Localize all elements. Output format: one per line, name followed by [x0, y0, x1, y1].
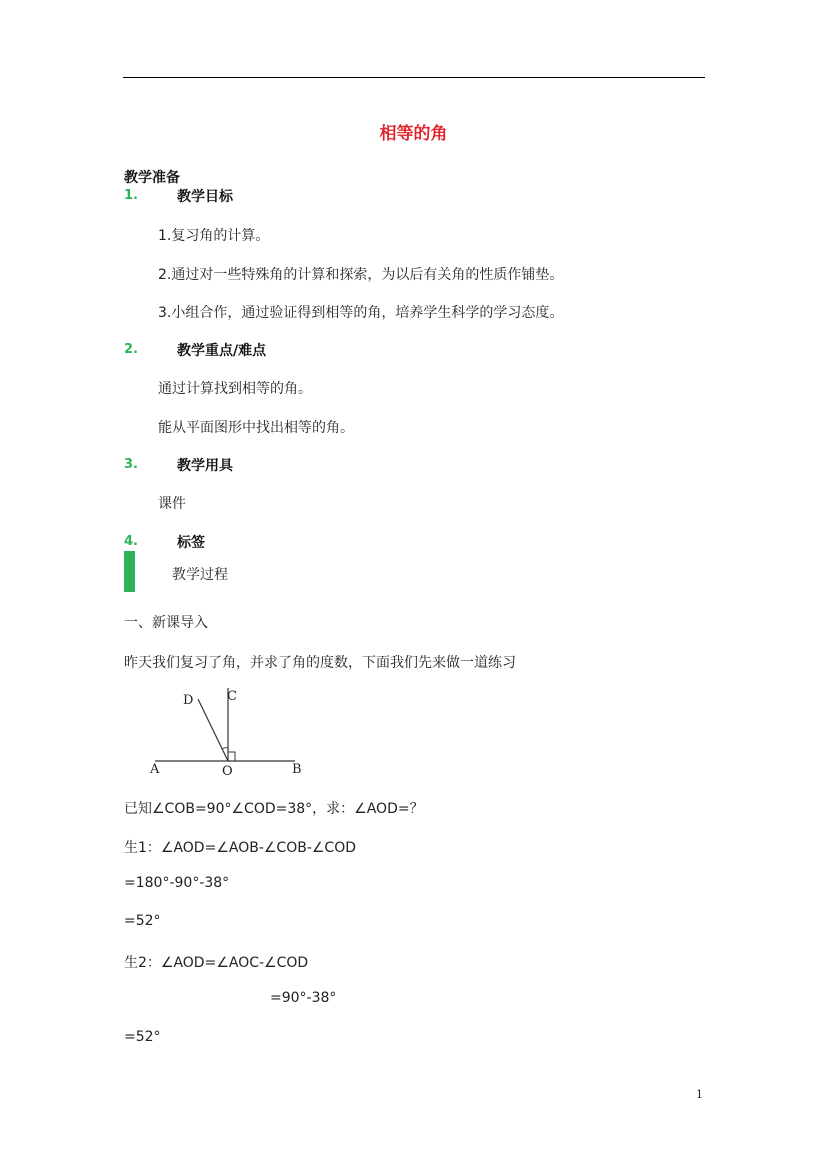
process-label: 教学过程 [172, 567, 228, 583]
student2-line3: =52° [124, 1029, 161, 1045]
ray-od [198, 699, 228, 761]
tag-bar [124, 551, 135, 592]
student1-line2: =180°-90°-38° [124, 875, 230, 891]
label-a: A [150, 762, 160, 777]
given-text: 已知∠COB=90°∠COD=38°，求：∠AOD=？ [124, 801, 424, 817]
goal-item: 1.复习角的计算。 [158, 228, 270, 244]
section-number-3: 3. [124, 457, 138, 472]
goal-item: 3.小组合作，通过验证得到相等的角，培养学生科学的学习态度。 [158, 305, 564, 321]
student2-line1: 生2：∠AOD=∠AOC-∠COD [124, 955, 309, 971]
label-b: B [292, 762, 302, 777]
page-title: 相等的角 [379, 124, 448, 144]
part1-heading: 一、新课导入 [124, 615, 208, 631]
label-o: O [222, 764, 233, 779]
student1-line1: 生1：∠AOD=∠AOB-∠COB-∠COD [124, 840, 357, 856]
section-number-1: 1. [124, 188, 138, 203]
student2-line2: =90°-38° [270, 990, 337, 1006]
prep-heading: 教学准备 [124, 170, 180, 186]
right-angle-mark [228, 752, 235, 761]
section-heading-key-points: 教学重点/难点 [177, 343, 267, 359]
angle-arc-mark [222, 748, 228, 749]
tools-text: 课件 [158, 496, 186, 512]
section-heading-tags: 标签 [177, 535, 205, 551]
header-rule [123, 77, 705, 78]
goal-item: 2.通过对一些特殊角的计算和探索，为以后有关角的性质作铺垫。 [158, 267, 564, 283]
section-number-4: 4. [124, 534, 138, 549]
section-heading-goals: 教学目标 [177, 189, 233, 205]
label-d: D [183, 693, 194, 708]
page-number: 1 [696, 1088, 703, 1101]
student1-line3: =52° [124, 913, 161, 929]
intro-text: 昨天我们复习了角，并求了角的度数，下面我们先来做一道练习 [124, 655, 516, 671]
section-number-2: 2. [124, 342, 138, 357]
key-point-item: 能从平面图形中找出相等的角。 [158, 420, 354, 436]
label-c: C [227, 689, 237, 704]
angle-diagram [140, 683, 320, 783]
key-point-item: 通过计算找到相等的角。 [158, 381, 312, 397]
section-heading-tools: 教学用具 [177, 458, 233, 474]
